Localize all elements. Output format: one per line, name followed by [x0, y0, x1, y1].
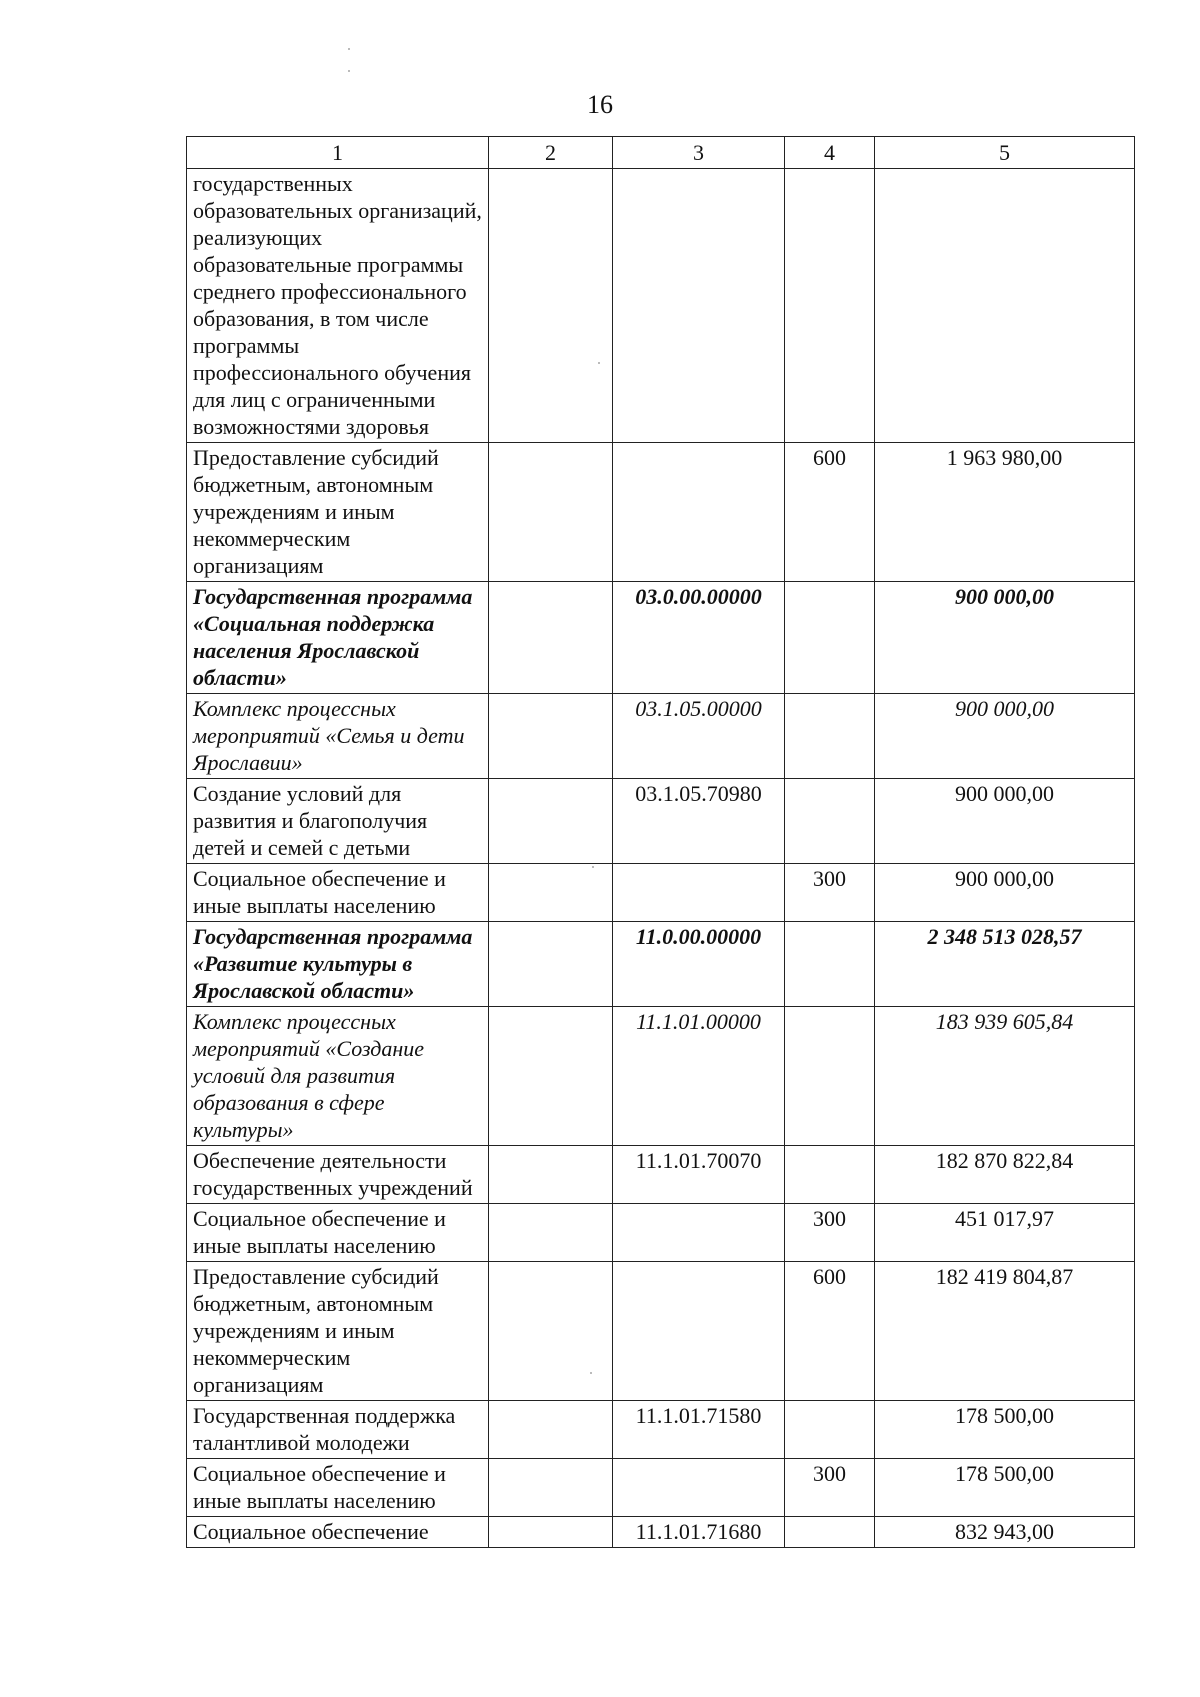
row-amount-cell: 832 943,00: [875, 1517, 1135, 1548]
row-code-cell: 03.1.05.00000: [613, 694, 785, 779]
table-row: [187, 1517, 1135, 1548]
column-header-1: 1: [187, 137, 489, 169]
row-col2-cell: [489, 1007, 613, 1146]
row-name-cell: Государственная программа «Социальная поддержка населения Ярославской области»: [187, 582, 489, 694]
row-col2-cell: [489, 1401, 613, 1459]
row-amount-cell: 900 000,00: [875, 582, 1135, 694]
row-code-cell: [613, 1204, 785, 1262]
row-code-cell: 11.1.01.00000: [613, 1007, 785, 1146]
budget-table: [186, 136, 1135, 1548]
table-row: [187, 922, 1135, 1007]
column-header-2: 2: [489, 137, 613, 169]
row-col2-cell: [489, 582, 613, 694]
row-amount-cell: 182 419 804,87: [875, 1262, 1135, 1401]
row-code-cell: [613, 1262, 785, 1401]
row-code-cell: [613, 864, 785, 922]
row-code-cell: 11.1.01.70070: [613, 1146, 785, 1204]
table-row: [187, 1204, 1135, 1262]
row-type-cell: [785, 922, 875, 1007]
row-col2-cell: [489, 1517, 613, 1548]
column-header-5: 5: [875, 137, 1135, 169]
row-type-cell: [785, 1401, 875, 1459]
table-row: [187, 694, 1135, 779]
row-type-cell: 300: [785, 864, 875, 922]
row-name-cell: Социальное обеспечение: [187, 1517, 489, 1548]
row-amount-cell: 178 500,00: [875, 1459, 1135, 1517]
row-amount-cell: 178 500,00: [875, 1401, 1135, 1459]
row-col2-cell: [489, 1146, 613, 1204]
row-name-cell: Социальное обеспечение и иные выплаты населению: [187, 864, 489, 922]
column-header-4: 4: [785, 137, 875, 169]
row-col2-cell: [489, 779, 613, 864]
row-name-cell: Обеспечение деятельности государственных учреждений: [187, 1146, 489, 1204]
row-code-cell: [613, 169, 785, 443]
row-type-cell: [785, 582, 875, 694]
row-name-cell: Предоставление субсидий бюджетным, автономным учреждениям и иным некоммерческим организациям: [187, 443, 489, 582]
row-type-cell: [785, 169, 875, 443]
table-body: [187, 169, 1135, 1548]
row-code-cell: 11.1.01.71580: [613, 1401, 785, 1459]
scan-speck: [592, 866, 594, 868]
table-row: [187, 779, 1135, 864]
table-row: [187, 169, 1135, 443]
row-name-cell: Комплекс процессных мероприятий «Семья и дети Ярославии»: [187, 694, 489, 779]
row-name-cell: Социальное обеспечение и иные выплаты населению: [187, 1204, 489, 1262]
row-col2-cell: [489, 443, 613, 582]
row-type-cell: 600: [785, 1262, 875, 1401]
scan-speck: [598, 362, 600, 364]
table-row: [187, 864, 1135, 922]
row-col2-cell: [489, 922, 613, 1007]
row-type-cell: [785, 1007, 875, 1146]
table-row: [187, 1007, 1135, 1146]
page-number: 16: [587, 90, 613, 119]
row-code-cell: [613, 1459, 785, 1517]
column-header-3: 3: [613, 137, 785, 169]
row-amount-cell: 900 000,00: [875, 694, 1135, 779]
row-col2-cell: [489, 1204, 613, 1262]
row-type-cell: [785, 694, 875, 779]
row-code-cell: 03.0.00.00000: [613, 582, 785, 694]
row-amount-cell: 183 939 605,84: [875, 1007, 1135, 1146]
row-name-cell: Создание условий для развития и благополучия детей и семей с детьми: [187, 779, 489, 864]
row-name-cell: Комплекс процессных мероприятий «Создание условий для развития образования в сфере культуры»: [187, 1007, 489, 1146]
row-col2-cell: [489, 169, 613, 443]
row-name-cell: Государственная программа «Развитие культуры в Ярославской области»: [187, 922, 489, 1007]
row-type-cell: [785, 1517, 875, 1548]
scan-speck: [348, 70, 350, 72]
row-code-cell: 03.1.05.70980: [613, 779, 785, 864]
row-col2-cell: [489, 1262, 613, 1401]
table-row: [187, 1459, 1135, 1517]
row-name-cell: Предоставление субсидий бюджетным, автономным учреждениям и иным некоммерческим организациям: [187, 1262, 489, 1401]
table-row: [187, 1401, 1135, 1459]
scan-speck: [590, 1372, 592, 1374]
row-code-cell: [613, 443, 785, 582]
row-amount-cell: 1 963 980,00: [875, 443, 1135, 582]
row-amount-cell: 900 000,00: [875, 779, 1135, 864]
row-amount-cell: 900 000,00: [875, 864, 1135, 922]
table-row: [187, 1262, 1135, 1401]
table-row: [187, 1146, 1135, 1204]
row-type-cell: 300: [785, 1459, 875, 1517]
row-type-cell: 300: [785, 1204, 875, 1262]
row-name-cell: Социальное обеспечение и иные выплаты населению: [187, 1459, 489, 1517]
row-col2-cell: [489, 1459, 613, 1517]
row-type-cell: [785, 1146, 875, 1204]
row-amount-cell: 182 870 822,84: [875, 1146, 1135, 1204]
row-col2-cell: [489, 694, 613, 779]
row-code-cell: 11.0.00.00000: [613, 922, 785, 1007]
row-type-cell: 600: [785, 443, 875, 582]
table-row: [187, 582, 1135, 694]
row-type-cell: [785, 779, 875, 864]
row-amount-cell: [875, 169, 1135, 443]
row-col2-cell: [489, 864, 613, 922]
row-amount-cell: 2 348 513 028,57: [875, 922, 1135, 1007]
table-row: [187, 443, 1135, 582]
row-name-cell: Государственная поддержка талантливой молодежи: [187, 1401, 489, 1459]
scan-speck: [348, 48, 350, 50]
row-name-cell: государственных образовательных организаций, реализующих образовательные программы среднего профессионального образования, в том числе программы профессионального обучения для лиц с ограниченными возможностями здоровья: [187, 169, 489, 443]
row-code-cell: 11.1.01.71680: [613, 1517, 785, 1548]
row-amount-cell: 451 017,97: [875, 1204, 1135, 1262]
table-header-row: [187, 137, 1135, 169]
